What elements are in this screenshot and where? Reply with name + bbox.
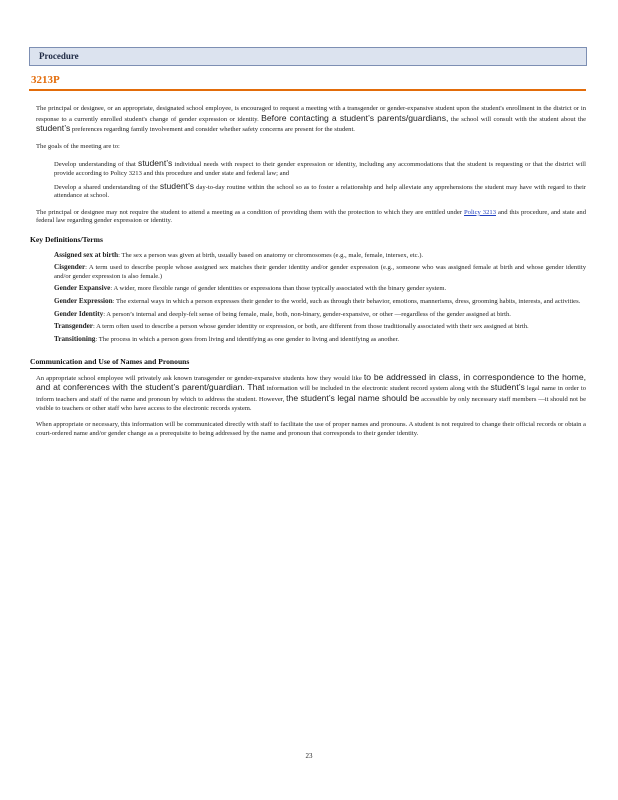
definition-term: Gender Expansive xyxy=(54,284,111,293)
definition-text: : A term often used to describe a person whose gender identity or expression, or both, are different from those traditionally associated with their sex assigned at birth. xyxy=(93,323,529,331)
definition-term: Gender Identity xyxy=(54,309,104,318)
goals-intro: The goals of the meeting are to: xyxy=(36,142,120,150)
definition-item xyxy=(36,310,586,320)
definition-text: : A wider, more flexible range of gender identities or expressions than those typically associated with the binary gender system. xyxy=(110,285,447,293)
definition-item xyxy=(36,322,586,332)
orange-divider xyxy=(29,89,586,91)
meeting-not-required-paragraph: The principal or designee may not require the student to attend a meeting as a condition of providing them with the protection to which they are entitled under Policy 3213 and this procedure, and state and federal law regarding gender expression or identity. xyxy=(36,208,587,225)
definition-item xyxy=(36,263,586,281)
list-item: Develop understanding of that student’s individual needs with respect to their gender expression or identity, including any accommodations that the student is requesting or that the district will provide according to Policy 3213 and this procedure and under state and federal law; and xyxy=(54,158,586,177)
intro-paragraph: The principal or designee, or an appropriate, designated school employee, is encouraged to request a meeting with a transgender or gender-expansive student upon the student's enrollment in the district or in response to a currently enrolled student's change of gender expression or identity. Before contacting a student’s parents/guardians, the school will consult with the student about the student’s preferences regarding family involvement and consider whether safety concerns are present for the student. xyxy=(36,105,586,134)
definition-text: : A person’s internal and deeply-felt sense of being female, male, both, non-binary, gender-expansive, or other —regardless of the gender assigned at birth. xyxy=(103,310,511,318)
policy-code: 3213P xyxy=(31,74,60,86)
definition-item xyxy=(36,335,586,345)
list-item: Develop a shared understanding of the student’s day-to-day routine within the school so as to foster a relationship and help alleviate any apprehensions the student may have with regard to their attendance at school. xyxy=(54,180,586,200)
definition-term: Transgender xyxy=(54,322,93,331)
definitions-heading: Key Definitions/Terms xyxy=(30,234,103,244)
definition-text: : A term used to describe people whose assigned sex matches their gender identity and/or gender expression (e.g., someone who was assigned female at birth and whose gender identity and/or gender expression is also female.) xyxy=(54,264,586,280)
definition-term: Cisgender xyxy=(54,263,86,272)
definition-item xyxy=(36,251,586,261)
goals-list xyxy=(36,159,586,200)
communication-paragraph-2: When appropriate or necessary, this information will be communicated directly with staff to facilitate the use of proper names and pronouns. A student is not required to change their official records or obtain a court-ordered name and/or gender change as a prerequisite to being addressed by the name and pronoun that corresponds to their gender identity. xyxy=(36,421,586,437)
policy-3213-link[interactable]: Policy 3213 xyxy=(463,208,496,216)
definition-text: : The external ways in which a person expresses their gender to the world, such as through their behavior, emotions, mannerisms, dress, grooming habits, interests, and activities. xyxy=(112,297,581,305)
definition-item xyxy=(36,284,586,294)
definition-item xyxy=(36,297,586,307)
definition-term: Assigned sex at birth xyxy=(54,250,119,259)
procedure-title: Procedure xyxy=(39,51,79,61)
definition-term: Transitioning xyxy=(54,334,96,343)
communication-paragraph-1: An appropriate school employee will privately ask known transgender or gender-expansive students how they would like to be addressed in class, in correspondence to the home, and at conferences with the student’s parent/guardian. That information will be included in the electronic student record system along with the student’s legal name in order to inform teachers and staff of the name and pronoun by which to address the student. However, the student’s legal name should be accessible by only necessary staff members —it should not be visible to teachers or other staff who have access to the electronic records system. xyxy=(36,371,587,412)
definition-term: Gender Expression xyxy=(54,296,113,305)
document-body xyxy=(30,105,587,446)
page-number: 23 xyxy=(305,752,313,760)
procedure-header xyxy=(29,47,587,66)
definition-text: : The sex a person was given at birth, usually based on anatomy or chromosomes (e.g., male, female, intersex, etc.). xyxy=(118,251,424,259)
definition-text: : The process in which a person goes from living and identifying as one gender to living and identifying as another. xyxy=(95,335,400,343)
definitions-list xyxy=(36,251,586,345)
communication-heading: Communication and Use of Names and Pronouns xyxy=(30,358,189,369)
